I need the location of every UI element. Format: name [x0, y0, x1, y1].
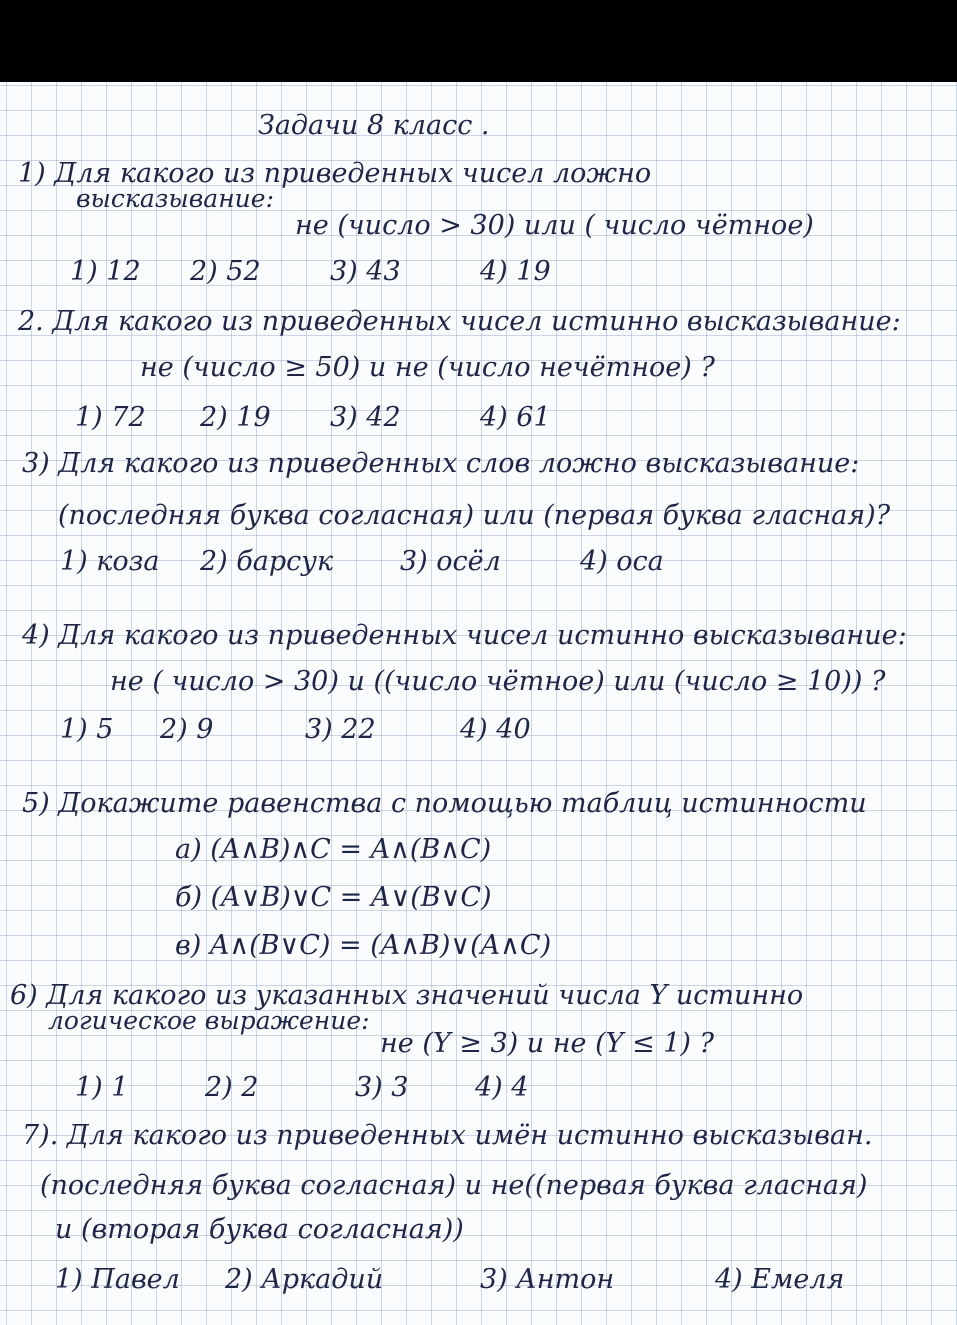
task-2-option-2: 2) 19: [200, 402, 271, 433]
task-1-option-2: 2) 52: [190, 256, 261, 287]
task-5-formula-a: а) (A∧B)∧C = A∧(B∧C): [175, 834, 492, 865]
task-7-option-2: 2) Аркадий: [225, 1264, 384, 1295]
task-2-option-3: 3) 42: [330, 402, 401, 433]
task-7-option-1: 1) Павел: [55, 1264, 180, 1295]
task-6-option-1: 1) 1: [75, 1072, 129, 1103]
task-2-line-1: 2. Для какого из приведенных чисел истинно высказывание:: [18, 306, 901, 337]
black-top-bar: [0, 0, 957, 82]
task-1-line-2: высказывание:: [76, 184, 274, 213]
task-6-line-2: логическое выражение:: [48, 1006, 370, 1035]
task-4-line-1: 4) Для какого из приведенных чисел истинно высказывание:: [22, 620, 907, 651]
page-title: Задачи 8 класс .: [258, 110, 490, 141]
task-4-line-2: не ( число > 30) и ((число чётное) или (число ≥ 10)) ?: [110, 666, 886, 697]
task-7-option-3: 3) Антон: [480, 1264, 615, 1295]
task-6-option-3: 3) 3: [355, 1072, 409, 1103]
task-3-option-1: 1) коза: [60, 546, 160, 577]
task-2-line-2: не (число ≥ 50) и не (число нечётное) ?: [140, 352, 715, 383]
task-1-option-1: 1) 12: [70, 256, 141, 287]
task-4-option-4: 4) 40: [460, 714, 531, 745]
task-7-option-4: 4) Емеля: [715, 1264, 845, 1295]
task-7-line-3: и (вторая буква согласная)): [55, 1214, 464, 1245]
task-1-option-4: 4) 19: [480, 256, 551, 287]
grid-paper-sheet: [0, 82, 957, 1325]
task-6-option-4: 4) 4: [475, 1072, 529, 1103]
task-3-option-3: 3) осёл: [400, 546, 501, 577]
task-4-option-2: 2) 9: [160, 714, 214, 745]
task-3-option-4: 4) оса: [580, 546, 664, 577]
task-6-line-1: 6) Для какого из указанных значений числа Y истинно: [10, 980, 804, 1011]
task-3-option-2: 2) барсук: [200, 546, 334, 577]
task-1-option-3: 3) 43: [330, 256, 401, 287]
task-3-line-1: 3) Для какого из приведенных слов ложно высказывание:: [22, 448, 860, 479]
task-7-line-1: 7). Для какого из приведенных имён истинно высказыван.: [22, 1120, 873, 1151]
task-1-line-1: 1) Для какого из приведенных чисел ложно: [18, 158, 652, 189]
task-5-line-1: 5) Докажите равенства с помощью таблиц истинности: [22, 788, 867, 819]
task-4-option-3: 3) 22: [305, 714, 376, 745]
task-5-formula-b: б) (A∨B)∨C = A∨(B∨C): [175, 882, 492, 913]
task-6-line-3: не (Y ≥ 3) и не (Y ≤ 1) ?: [380, 1028, 715, 1059]
task-5-formula-c: в) A∧(B∨C) = (A∧B)∨(A∧C): [175, 930, 552, 961]
task-1-line-3: не (число > 30) или ( число чётное): [295, 210, 814, 241]
task-2-option-1: 1) 72: [75, 402, 146, 433]
task-6-option-2: 2) 2: [205, 1072, 259, 1103]
task-3-line-2: (последняя буква согласная) или (первая буква гласная)?: [58, 500, 891, 531]
task-7-line-2: (последняя буква согласная) и не((первая буква гласная): [40, 1170, 868, 1201]
task-2-option-4: 4) 61: [480, 402, 551, 433]
task-4-option-1: 1) 5: [60, 714, 114, 745]
